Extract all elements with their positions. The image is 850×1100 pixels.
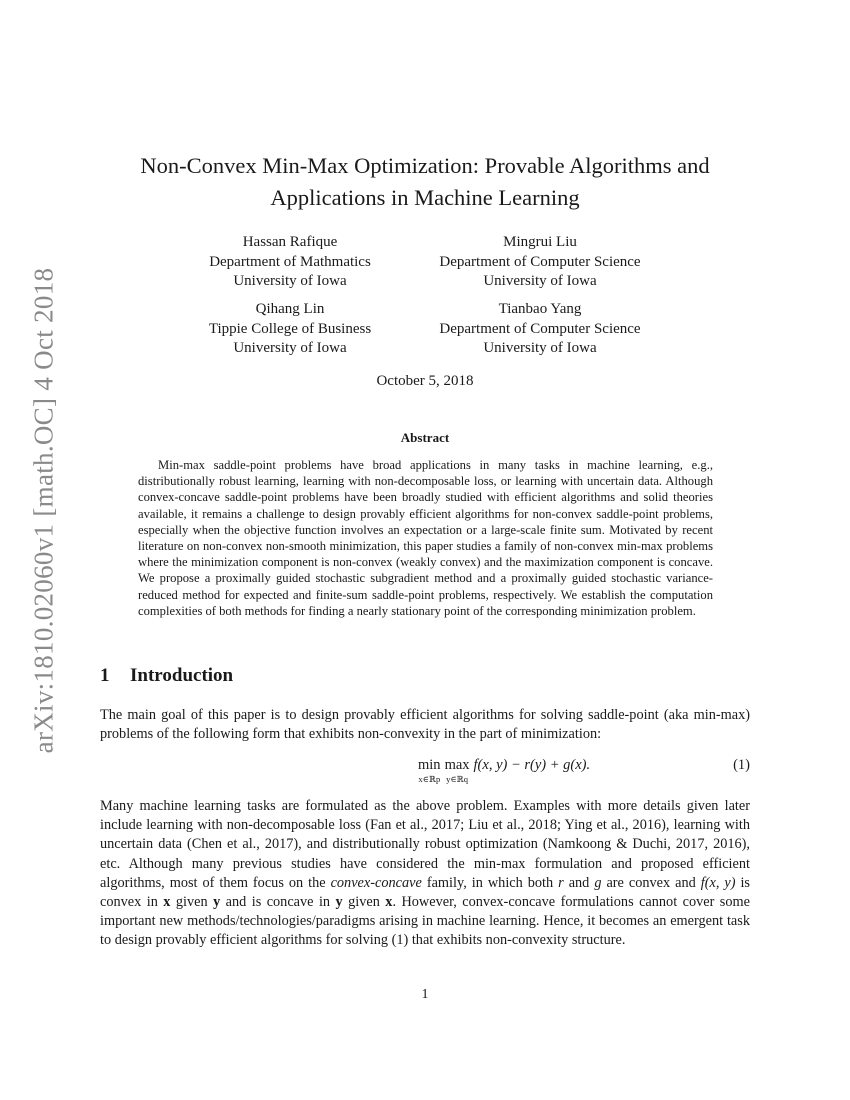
author-institution: University of Iowa [233, 340, 347, 356]
author-block [180, 233, 400, 292]
title-line-2: Applications in Machine Learning [270, 185, 580, 210]
author-name: Mingrui Liu [503, 234, 577, 250]
section-heading [100, 665, 233, 687]
text-run: given [170, 894, 214, 911]
text-run: given [342, 894, 386, 911]
author-block [420, 233, 660, 292]
intro-paragraph-2 [100, 797, 750, 951]
author-institution: University of Iowa [483, 273, 597, 289]
min-operator [418, 757, 441, 784]
intro-paragraph-1: The main goal of this paper is to design provably efficient algorithms for solving saddle-point (aka min-max) problems of the following form that exhibits non-convexity in the part of minimization: [100, 707, 750, 743]
text-run: are convex and [601, 874, 701, 891]
text-run: Many machine learning tasks are formulated as the above problem. Examples with more details given later include learning with non-decomposable loss (Fan et al., 2017; Liu et al., 2018; Ying et al., 2016), learning with uncertain data (Chen et al., 2017), and distributionally robust optimization (Namkoong & Duchi, 2017, 2016), etc. Although many previous studies have considered the min-max formulation and proposed efficient algorithms, most of them focus on the [100, 798, 750, 891]
equation-number: (1) [733, 757, 750, 773]
math-y: y [213, 894, 221, 911]
arxiv-stamp-text: arXiv:1810.02060v1 [math.OC] 4 Oct 2018 [28, 267, 59, 753]
min-word: min [418, 757, 441, 773]
max-subscript: y∈ℝq [446, 774, 468, 784]
equation-1 [100, 757, 750, 789]
paper-date: October 5, 2018 [376, 373, 474, 389]
text-run: is convex in [100, 874, 750, 911]
text-run: family, in which both [421, 874, 559, 891]
paper-title [100, 150, 750, 214]
author-name: Qihang Lin [255, 301, 325, 317]
author-department: Tippie College of Business [208, 320, 372, 337]
max-word: max [444, 757, 470, 773]
page-number: 1 [421, 987, 429, 1002]
math-g: g [594, 874, 602, 891]
author-department: Department of Computer Science [439, 320, 641, 337]
math-x: x [385, 894, 393, 911]
abstract-heading: Abstract [400, 430, 450, 445]
math-r: r [558, 874, 564, 891]
author-institution: University of Iowa [233, 273, 347, 289]
min-subscript: x∈ℝp [418, 774, 441, 784]
emphasis-text: convex-concave [330, 874, 422, 891]
max-operator [445, 757, 470, 784]
text-run: . However, convex-concave formulations cannot cover some important new methods/technologies/paradigms arising in machine learning. Hence, it becomes an emergent task to design provably efficient algorithms for solving (1) that exhibits non-convexity structure. [100, 894, 750, 949]
author-block [420, 300, 660, 359]
author-institution: University of Iowa [483, 340, 597, 356]
author-name: Hassan Rafique [242, 234, 338, 250]
math-fxy: f(x, y) [700, 874, 736, 891]
equation-expression: f(x, y) − r(y) + g(x). [473, 757, 591, 773]
text-run: and [563, 874, 595, 891]
author-name: Tianbao Yang [498, 301, 582, 317]
equation-body [418, 757, 590, 784]
author-department: Department of Mathmatics [209, 253, 371, 270]
section-title: Introduction [130, 665, 234, 686]
math-y: y [335, 894, 343, 911]
abstract-body: Min-max saddle-point problems have broad applications in many tasks in machine learning, e.g., distributionally robust learning, learning with non-decomposable loss, or learning with uncertain data. Although convex-concave saddle-point problems have been broadly studied with efficient algorithms and solid theories available, it remains a challenge to design provably efficient algorithms for non-convex saddle-point problems, especially when the objective function involves an expectation or a large-scale finite sum. Motivated by recent literature on non-convex non-smooth minimization, this paper studies a family of non-convex min-max problems where the minimization component is non-convex (weakly convex) and the maximization component is concave. We propose a proximally guided stochastic subgradient method and a proximally guided stochastic variance-reduced method for expected and finite-sum saddle-point problems, respectively. We establish the computation complexities of both methods for finding a nearly stationary point of the corresponding minimization problem. [138, 458, 713, 618]
math-x: x [163, 894, 171, 911]
arxiv-stamp [20, 255, 68, 765]
author-block [180, 300, 400, 359]
title-line-1: Non-Convex Min-Max Optimization: Provable Algorithms and [140, 153, 710, 178]
text-run: and is concave in [220, 894, 336, 911]
author-department: Department of Computer Science [439, 253, 641, 270]
section-number: 1 [100, 665, 110, 686]
